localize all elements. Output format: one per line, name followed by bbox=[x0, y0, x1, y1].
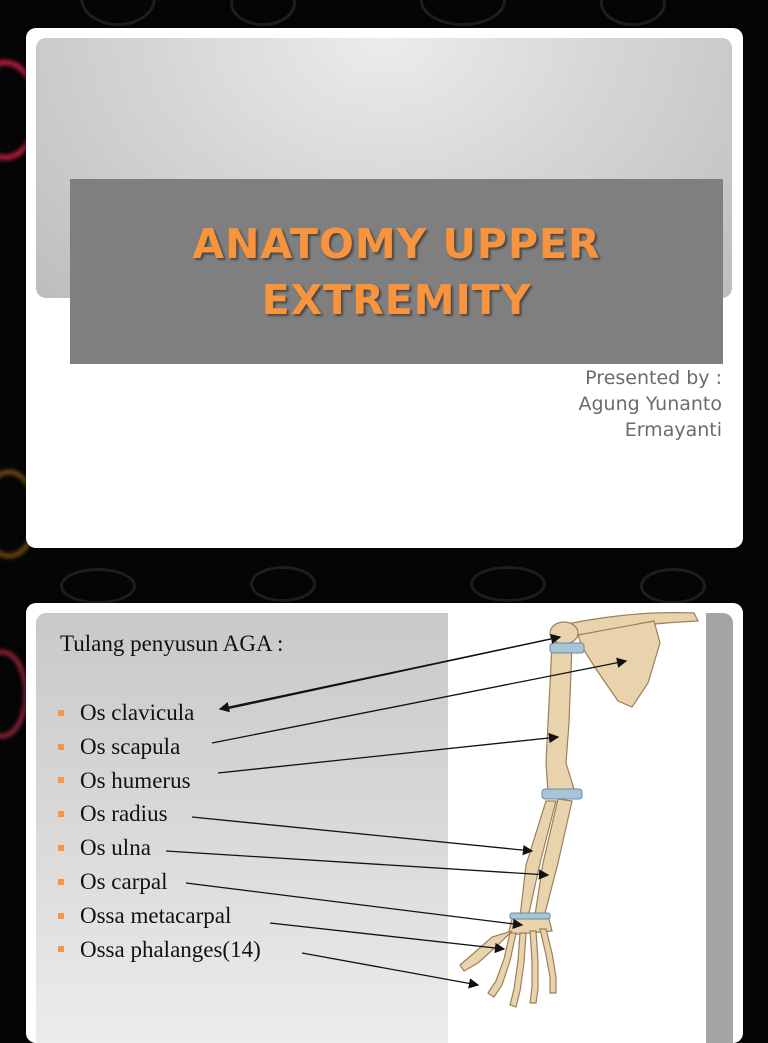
arrow-metacarpal bbox=[270, 923, 504, 949]
bone-label: Ossa metacarpal bbox=[80, 902, 232, 928]
swirl-ornament bbox=[250, 566, 316, 602]
bone-label: Os carpal bbox=[80, 868, 168, 894]
bones-slide-heading: Tulang penyusun AGA : bbox=[60, 631, 284, 656]
swirl-ornament bbox=[230, 0, 296, 26]
presenter-credits bbox=[578, 365, 722, 443]
presenter-line: Presented by : bbox=[585, 367, 722, 389]
bone-label: Os radius bbox=[80, 801, 168, 827]
arrow-humerus bbox=[218, 737, 558, 773]
arrow-clavicula-origin bbox=[220, 637, 560, 709]
arrow-carpal bbox=[186, 883, 522, 925]
swirl-ornament bbox=[600, 0, 666, 26]
title-slide[interactable] bbox=[26, 28, 743, 548]
swirl-ornament bbox=[640, 568, 706, 604]
scapula-bone bbox=[578, 621, 660, 707]
bone-label: Os scapula bbox=[80, 733, 181, 759]
bone-label: Ossa phalanges(14) bbox=[80, 936, 261, 962]
wrist-cartilage bbox=[510, 913, 550, 919]
swirl-ornament bbox=[470, 566, 546, 602]
arrow-radius bbox=[192, 817, 532, 851]
elbow-cartilage bbox=[542, 789, 582, 799]
humerus-head bbox=[550, 622, 578, 644]
bone-label: Os humerus bbox=[80, 767, 191, 793]
shoulder-cartilage bbox=[550, 643, 584, 653]
arrow-phalanges bbox=[302, 953, 478, 985]
upper-limb-skeleton-illustration bbox=[26, 603, 743, 1024]
presentation-title: ANATOMY UPPER EXTREMITY bbox=[192, 219, 601, 324]
arrow-ulna bbox=[166, 851, 548, 875]
bones-slide[interactable] bbox=[26, 603, 743, 1043]
swirl-ornament bbox=[80, 0, 156, 26]
glow-ornament-left-lower bbox=[0, 650, 28, 738]
title-band bbox=[70, 179, 723, 364]
swirl-ornament bbox=[60, 568, 136, 604]
humerus-bone bbox=[546, 645, 574, 793]
bone-label: Os ulna bbox=[80, 835, 151, 861]
presenter-line: Agung Yunanto bbox=[578, 393, 722, 415]
presenter-line: Ermayanti bbox=[624, 419, 722, 441]
bone-label: Os clavicula bbox=[80, 700, 195, 725]
little-finger-bones bbox=[540, 929, 556, 993]
ring-finger-bones bbox=[530, 931, 538, 1003]
swirl-ornament bbox=[420, 0, 506, 26]
